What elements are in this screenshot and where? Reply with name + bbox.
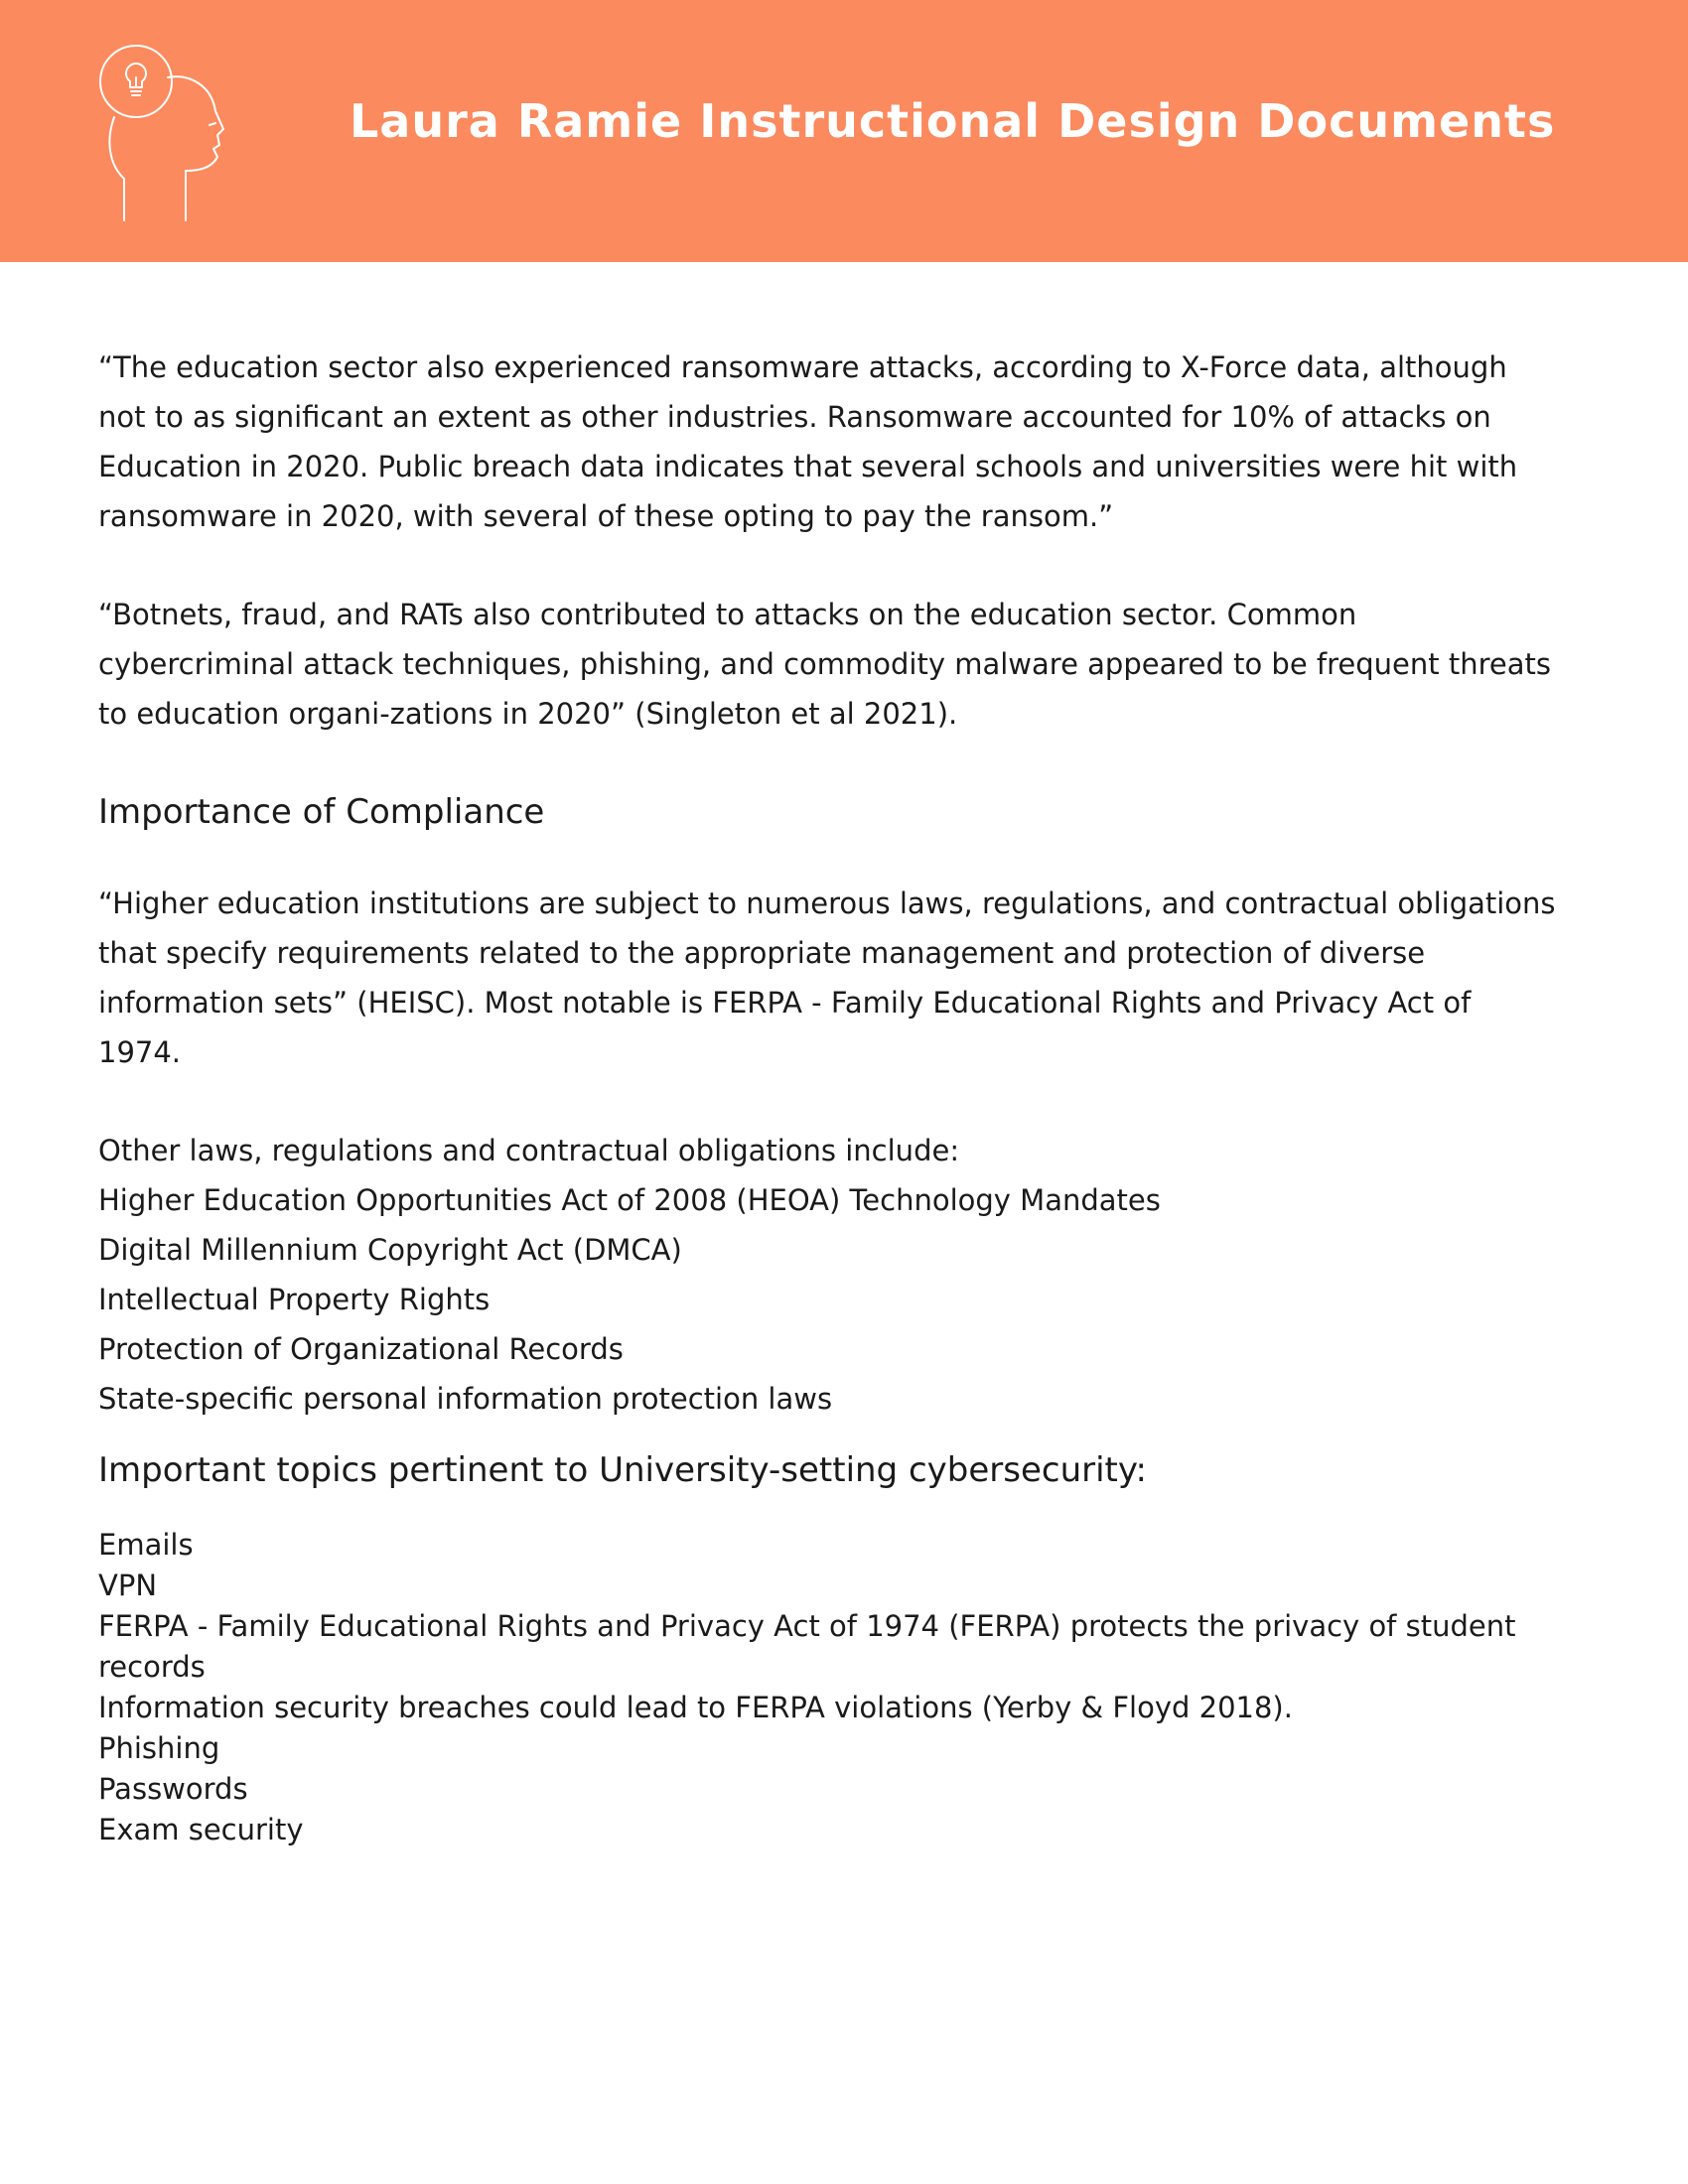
compliance-list-intro: Other laws, regulations and contractual obligations include: [98,1134,960,1167]
compliance-heading: Importance of Compliance [98,792,545,832]
head-lightbulb-icon [94,40,243,223]
list-item: Higher Education Opportunities Act of 2008 (HEOA) Technology Mandates [98,1183,1161,1217]
topics-list [98,1525,1558,1850]
list-item: Protection of Organizational Records [98,1332,624,1366]
ransomware-paragraph: “The education sector also experienced ransomware attacks, according to X-Force data, although not to as significant an extent as other industries. Ransomware accounted for 10% of attacks on Education in 2020. Public breach data indicates that several schools and universities were hit with ransomware in 2020, with several of these opting to pay the ransom.” [98,350,1518,533]
list-item: State-specific personal information protection laws [98,1382,833,1416]
list-item: Intellectual Property Rights [98,1283,491,1316]
page-header [0,0,1688,262]
document-title: Laura Ramie Instructional Design Documents [350,94,1556,148]
list-item: Passwords [98,1772,248,1806]
list-item: Information security breaches could lead to FERPA violations (Yerby & Floyd 2018). [98,1691,1293,1724]
list-item: VPN [98,1569,158,1602]
document-body [98,342,1558,1850]
list-item: Digital Millennium Copyright Act (DMCA) [98,1233,682,1267]
compliance-list [98,1126,1558,1424]
list-item: Phishing [98,1731,220,1765]
botnets-paragraph: “Botnets, fraud, and RATs also contributed to attacks on the education sector. Common cybercriminal attack techniques, phishing, and commodity malware appeared to be frequent threats to education organi-zations in 2020” (Singleton et al 2021). [98,598,1551,731]
compliance-paragraph: “Higher education institutions are subject to numerous laws, regulations, and contractual obligations that specify requirements related to the appropriate management and protection of diverse information sets” (HEISC). Most notable is FERPA - Family Educational Rights and Privacy Act of 1974. [98,887,1556,1069]
list-item: Emails [98,1528,194,1562]
topics-heading: Important topics pertinent to University-setting cybersecurity: [98,1450,1147,1490]
list-item: FERPA - Family Educational Rights and Privacy Act of 1974 (FERPA) protects the privacy of student records [98,1609,1516,1684]
list-item: Exam security [98,1813,304,1846]
